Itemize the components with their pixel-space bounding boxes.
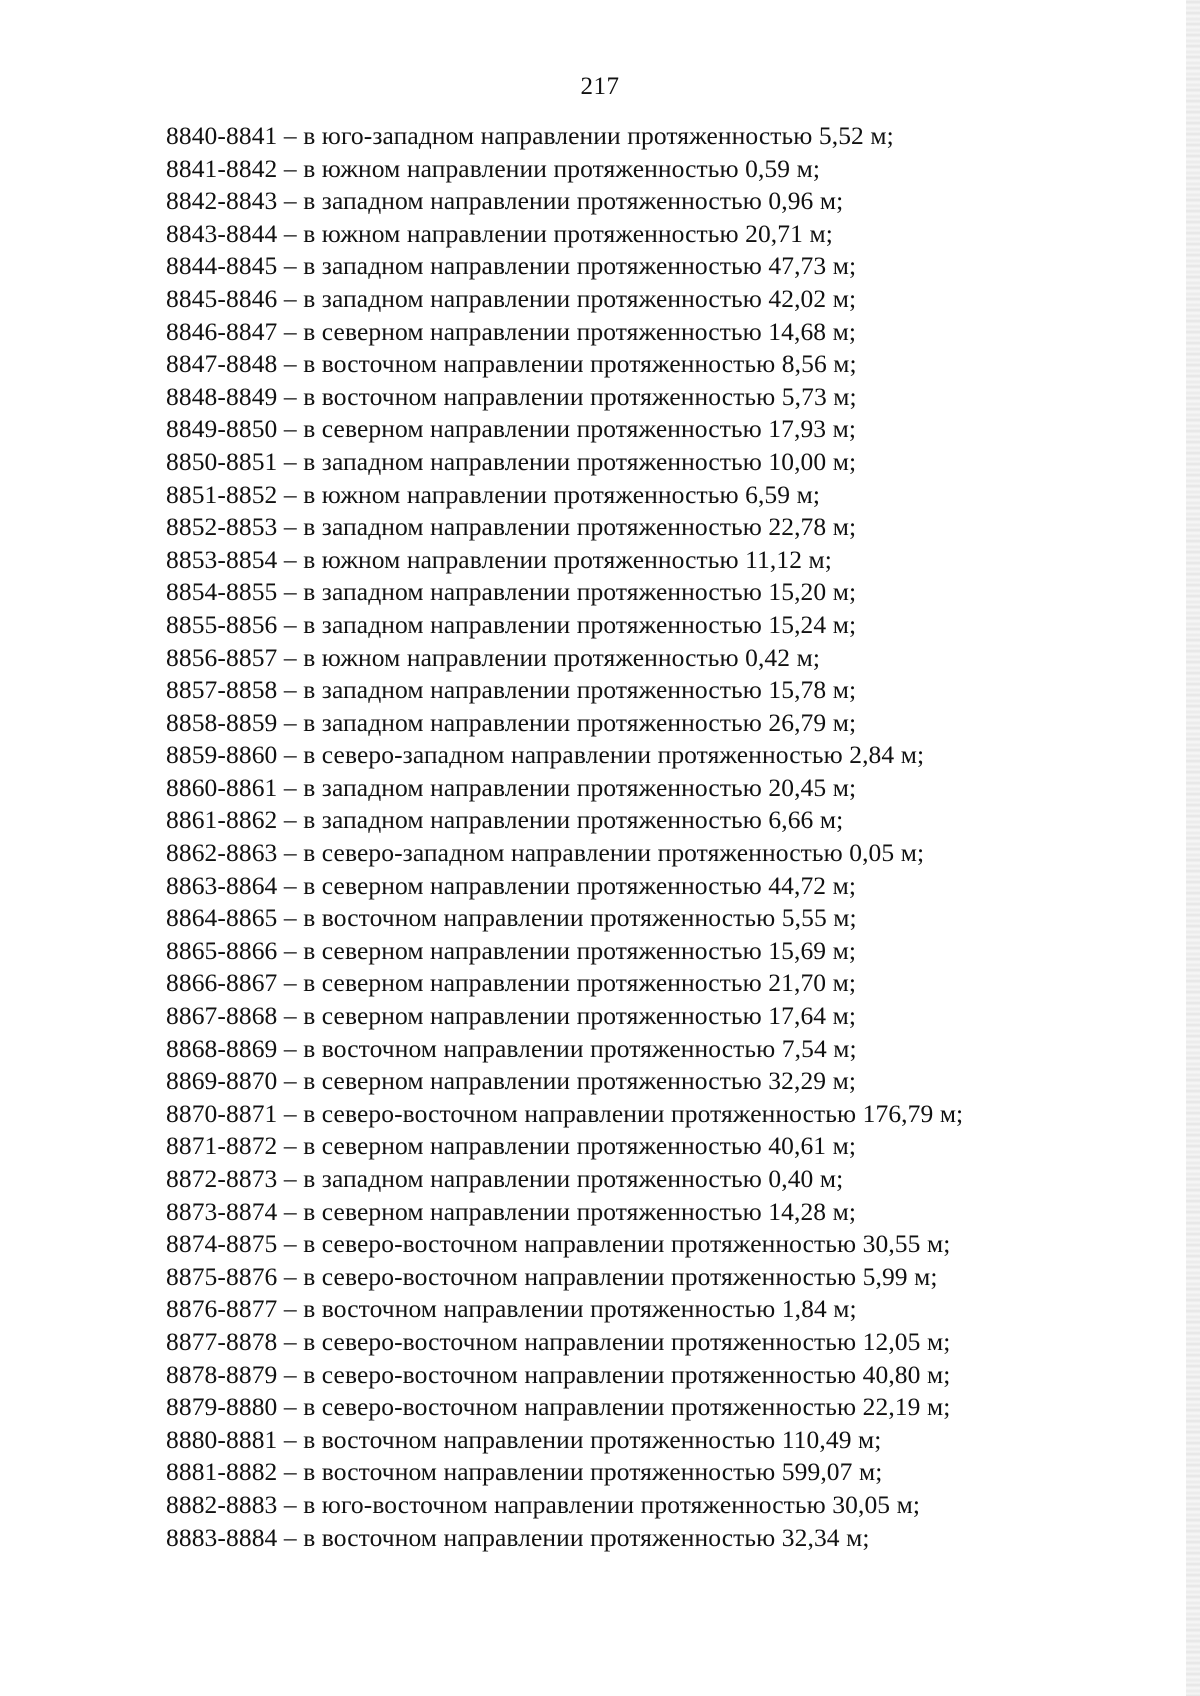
segment-line: 8872-8873 – в западном направлении протяженностью 0,40 м; — [166, 1164, 844, 1193]
segment-line: 8844-8845 – в западном направлении протяженностью 47,73 м; — [166, 251, 857, 281]
segment-line: 8845-8846 – в западном направлении протяженностью 42,02 м; — [166, 283, 857, 313]
segment-line: 8841-8842 – в южном направлении протяженностью 0,59 м; — [166, 153, 821, 183]
segment-line: 8883-8884 – в восточном направлении протяженностью 32,34 м; — [166, 1522, 870, 1552]
segment-line: 8881-8882 – в восточном направлении протяженностью 599,07 м; — [166, 1457, 883, 1487]
scan-edge-artifact — [1186, 0, 1200, 1696]
segment-line: 8875-8876 – в северо-восточном направлении протяженностью 5,99 м; — [166, 1261, 938, 1291]
segment-line: 8870-8871 – в северо-восточном направлении протяженностью 176,79 м; — [166, 1098, 964, 1128]
segment-line: 8876-8877 – в восточном направлении протяженностью 1,84 м; — [166, 1294, 857, 1324]
segment-line: 8880-8881 – в восточном направлении протяженностью 110,49 м; — [166, 1424, 882, 1454]
segment-line: 8843-8844 – в южном направлении протяженностью 20,71 м; — [166, 218, 833, 248]
segment-line: 8849-8850 – в северном направлении протяженностью 17,93 м; — [166, 414, 857, 444]
segment-line: 8851-8852 – в южном направлении протяженностью 6,59 м; — [166, 479, 821, 509]
segment-line: 8842-8843 – в западном направлении протяженностью 0,96 м; — [166, 186, 844, 216]
page-number: 217 — [580, 73, 620, 100]
segment-line: 8865-8866 – в северном направлении протяженностью 15,69 м; — [166, 935, 857, 965]
segment-line: 8854-8855 – в западном направлении протяженностью 15,20 м; — [166, 577, 857, 607]
segment-line: 8863-8864 – в северном направлении протяженностью 44,72 м; — [166, 870, 857, 900]
segment-line: 8877-8878 – в северо-восточном направлении протяженностью 12,05 м; — [166, 1326, 951, 1356]
segment-line: 8857-8858 – в западном направлении протяженностью 15,78 м; — [166, 675, 857, 705]
segment-line: 8882-8883 – в юго-восточном направлении протяженностью 30,05 м; — [166, 1489, 921, 1519]
segment-line: 8850-8851 – в западном направлении протяженностью 10,00 м; — [166, 446, 857, 476]
segment-line: 8861-8862 – в западном направлении протяженностью 6,66 м; — [166, 805, 844, 835]
segment-line: 8869-8870 – в северном направлении протяженностью 32,29 м; — [166, 1066, 857, 1096]
segment-line: 8864-8865 – в восточном направлении протяженностью 5,55 м; — [166, 903, 857, 933]
segment-line: 8871-8872 – в северном направлении протяженностью 40,61 м; — [166, 1131, 857, 1161]
segment-line: 8873-8874 – в северном направлении протяженностью 14,28 м; — [166, 1196, 857, 1226]
segment-line: 8855-8856 – в западном направлении протяженностью 15,24 м; — [166, 609, 857, 639]
segment-line: 8847-8848 – в восточном направлении протяженностью 8,56 м; — [166, 349, 857, 379]
segment-line: 8879-8880 – в северо-восточном направлении протяженностью 22,19 м; — [166, 1392, 951, 1422]
segment-line: 8866-8867 – в северном направлении протяженностью 21,70 м; — [166, 968, 857, 998]
segment-line: 8846-8847 – в северном направлении протяженностью 14,68 м; — [166, 316, 857, 346]
segment-line: 8859-8860 – в северо-западном направлении протяженностью 2,84 м; — [166, 740, 925, 770]
segment-line: 8848-8849 – в восточном направлении протяженностью 5,73 м; — [166, 381, 857, 411]
segment-line: 8862-8863 – в северо-западном направлении протяженностью 0,05 м; — [166, 838, 925, 868]
segment-line: 8840-8841 – в юго-западном направлении протяженностью 5,52 м; — [166, 121, 894, 150]
segment-line: 8852-8853 – в западном направлении протяженностью 22,78 м; — [166, 512, 857, 542]
segment-line: 8867-8868 – в северном направлении протяженностью 17,64 м; — [166, 1001, 857, 1031]
segment-line: 8858-8859 – в западном направлении протяженностью 26,79 м; — [166, 707, 857, 737]
boundary-segment-list — [166, 120, 1126, 1554]
segment-line: 8874-8875 – в северо-восточном направлении протяженностью 30,55 м; — [166, 1229, 951, 1259]
segment-line: 8856-8857 – в южном направлении протяженностью 0,42 м; — [166, 642, 821, 672]
segment-line: 8868-8869 – в восточном направлении протяженностью 7,54 м; — [166, 1033, 857, 1063]
segment-line: 8853-8854 – в южном направлении протяженностью 11,12 м; — [166, 544, 832, 574]
segment-line: 8860-8861 – в западном направлении протяженностью 20,45 м; — [166, 772, 857, 802]
segment-line: 8878-8879 – в северо-восточном направлении протяженностью 40,80 м; — [166, 1359, 951, 1389]
